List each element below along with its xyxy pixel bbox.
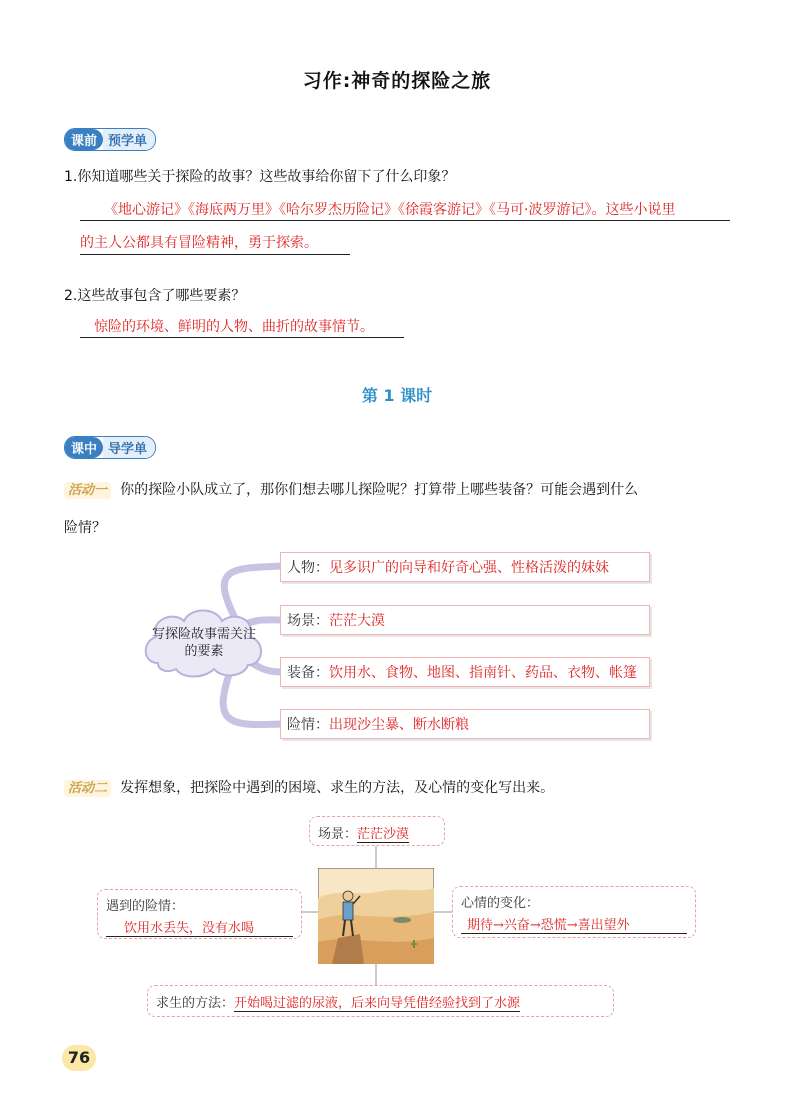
activity-2-header (64, 777, 554, 797)
danger-value: 饮用水丢失，没有水喝 (106, 917, 293, 937)
mood-box (452, 886, 696, 938)
activity-2-badge: 活动二 (64, 780, 111, 797)
method-label: 求生的方法： (156, 996, 235, 1011)
answer-1-line-1: 《地心游记》《海底两万里》《哈尔罗杰历险记》《徐霞客游记》《马可·波罗游记》。这些小说里 (80, 199, 730, 221)
question-2: 2.这些故事包含了哪些要素？ (64, 288, 246, 304)
row-value: 饮用水、食物、地图、指南针、药品、衣物、帐篷 (329, 665, 637, 681)
lesson-title: 第 1 课时 (361, 386, 433, 405)
danger-label: 遇到的险情： (106, 899, 185, 914)
badge-left: 课中 (65, 437, 103, 458)
activity-1-text-line-1: 你的探险小队成立了，那你们想去哪儿探险呢？打算带上哪些装备？可能会遇到什么 (120, 482, 639, 498)
row-value: 茫茫大漠 (329, 613, 385, 629)
element-row-danger (280, 709, 650, 739)
desert-explorer-illustration (318, 868, 434, 964)
mood-label: 心情的变化： (461, 896, 540, 911)
pre-class-badge (64, 128, 156, 151)
answer-1-line-2: 的主人公都具有冒险精神，勇于探索。 (80, 232, 350, 255)
scene-box (309, 816, 445, 846)
row-label: 装备： (287, 665, 329, 681)
badge-right: 导学单 (103, 437, 155, 458)
method-value: 开始喝过滤的尿液，后来向导凭借经验找到了水源 (234, 996, 521, 1011)
activity-1-header (64, 479, 638, 499)
mid-class-badge (64, 436, 156, 459)
row-value: 出现沙尘暴、断水断粮 (329, 717, 469, 733)
answer-2: 惊险的环境、鲜明的人物、曲折的故事情节。 (80, 316, 404, 338)
question-1: 1.你知道哪些关于探险的故事？这些故事给你留下了什么印象？ (64, 169, 456, 185)
activity-2-text: 发挥想象，把探险中遇到的困境、求生的方法，及心情的变化写出来。 (120, 780, 555, 796)
activity-1-badge: 活动一 (64, 482, 111, 499)
scene-value: 茫茫沙漠 (357, 827, 410, 842)
activity-1-text-line-2: 险情？ (64, 520, 106, 536)
page-title: 习作:神奇的探险之旅 (302, 70, 492, 92)
mood-value: 期待→兴奋→恐慌→喜出望外 (461, 914, 687, 934)
element-row-equipment (280, 657, 650, 687)
cloud-label: 写探险故事需关注的要素 (151, 627, 256, 659)
row-label: 人物： (287, 560, 329, 576)
page-number: 76 (62, 1045, 96, 1071)
row-label: 险情： (287, 717, 329, 733)
scene-label: 场景： (318, 827, 358, 842)
danger-box (97, 889, 302, 939)
element-row-scene (280, 605, 650, 635)
row-label: 场景： (287, 613, 329, 629)
badge-right: 预学单 (103, 129, 155, 150)
element-row-character (280, 552, 650, 582)
method-box (147, 985, 614, 1017)
row-value: 见多识广的向导和好奇心强、性格活泼的妹妹 (329, 560, 609, 576)
badge-left: 课前 (65, 129, 103, 150)
